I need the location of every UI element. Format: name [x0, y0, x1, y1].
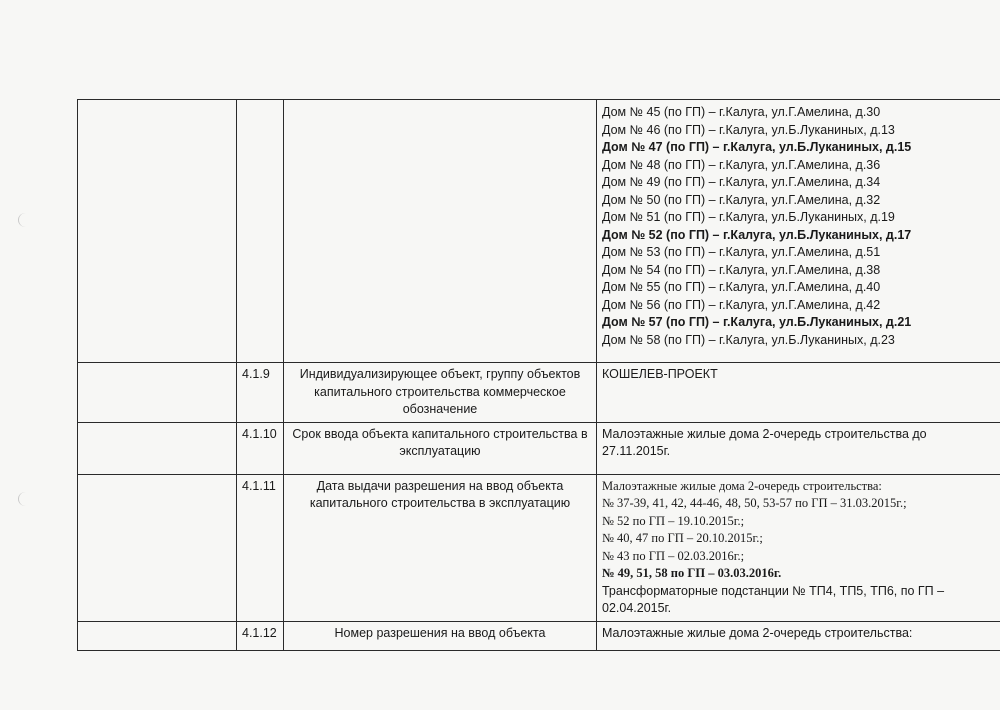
row-label: Номер разрешения на ввод объекта [284, 621, 597, 650]
row-label: Дата выдачи разрешения на ввод объекта капитального строительства в эксплуатацию [284, 474, 597, 621]
row-value [597, 474, 1000, 621]
house-line: Дом № 50 (по ГП) – г.Калуга, ул.Г.Амелина, д.32 [602, 192, 881, 207]
value-line: № 37-39, 41, 42, 44-46, 48, 50, 53-57 по ГП – 31.03.2015г.; [602, 496, 907, 510]
houses-list-cell [597, 100, 1000, 363]
house-line: Дом № 55 (по ГП) – г.Калуга, ул.Г.Амелина, д.40 [602, 280, 881, 294]
table-row [78, 363, 1000, 423]
value-line: Трансформаторные подстанции № ТП4, ТП5, ТП6, по ГП – 02.04.2015г. [602, 583, 945, 615]
table-cell [237, 100, 284, 363]
row-number: 4.1.12 [237, 621, 284, 650]
row-value: Малоэтажные жилые дома 2-очередь строительства до 27.11.2015г. [597, 422, 1000, 474]
house-line: Дом № 47 (по ГП) – г.Калуга, ул.Б.Луканиных, д.15 [602, 140, 912, 154]
house-line: Дом № 57 (по ГП) – г.Калуга, ул.Б.Луканиных, д.21 [602, 315, 912, 329]
table-cell [78, 474, 237, 621]
row-number: 4.1.11 [237, 474, 284, 621]
punch-hole-mark [18, 213, 33, 227]
house-line: Дом № 58 (по ГП) – г.Калуга, ул.Б.Луканиных, д.23 [602, 332, 895, 347]
row-value: КОШЕЛЕВ-ПРОЕКТ [597, 363, 1000, 423]
house-line: Дом № 52 (по ГП) – г.Калуга, ул.Б.Луканиных, д.17 [602, 227, 912, 242]
house-line: Дом № 46 (по ГП) – г.Калуга, ул.Б.Луканиных, д.13 [602, 122, 895, 137]
value-line: Малоэтажные жилые дома 2-очередь строительства: [602, 478, 882, 493]
row-label: Срок ввода объекта капитального строительства в эксплуатацию [284, 422, 597, 474]
table-row [78, 474, 1000, 621]
table-row [78, 422, 1000, 474]
value-line: № 49, 51, 58 по ГП – 03.03.2016г. [602, 566, 782, 580]
punch-hole-mark [18, 492, 33, 506]
table-row [78, 100, 1000, 363]
row-value: Малоэтажные жилые дома 2-очередь строительства: [597, 621, 1000, 650]
house-line: Дом № 45 (по ГП) – г.Калуга, ул.Г.Амелина, д.30 [602, 105, 881, 119]
house-line: Дом № 51 (по ГП) – г.Калуга, ул.Б.Луканиных, д.19 [602, 210, 895, 224]
house-line: Дом № 56 (по ГП) – г.Калуга, ул.Г.Амелина, д.42 [602, 297, 881, 312]
row-label: Индивидуализирующее объект, группу объектов капитального строительства коммерческое обозначение [284, 363, 597, 423]
table-cell [78, 621, 237, 650]
table-row [78, 621, 1000, 650]
value-line: № 52 по ГП – 19.10.2015г.; [602, 513, 745, 528]
house-line: Дом № 48 (по ГП) – г.Калуга, ул.Г.Амелина, д.36 [602, 157, 881, 172]
table-cell [78, 100, 237, 363]
table-cell [78, 363, 237, 423]
house-line: Дом № 54 (по ГП) – г.Калуга, ул.Г.Амелина, д.38 [602, 262, 881, 277]
house-line: Дом № 53 (по ГП) – г.Калуга, ул.Г.Амелина, д.51 [602, 245, 881, 259]
table-cell [284, 100, 597, 363]
table-cell [78, 422, 237, 474]
row-number: 4.1.9 [237, 363, 284, 423]
specification-table [77, 99, 1000, 651]
value-line: № 40, 47 по ГП – 20.10.2015г.; [602, 531, 763, 545]
row-number: 4.1.10 [237, 422, 284, 474]
house-line: Дом № 49 (по ГП) – г.Калуга, ул.Г.Амелина, д.34 [602, 175, 881, 189]
value-line: № 43 по ГП – 02.03.2016г.; [602, 548, 745, 563]
